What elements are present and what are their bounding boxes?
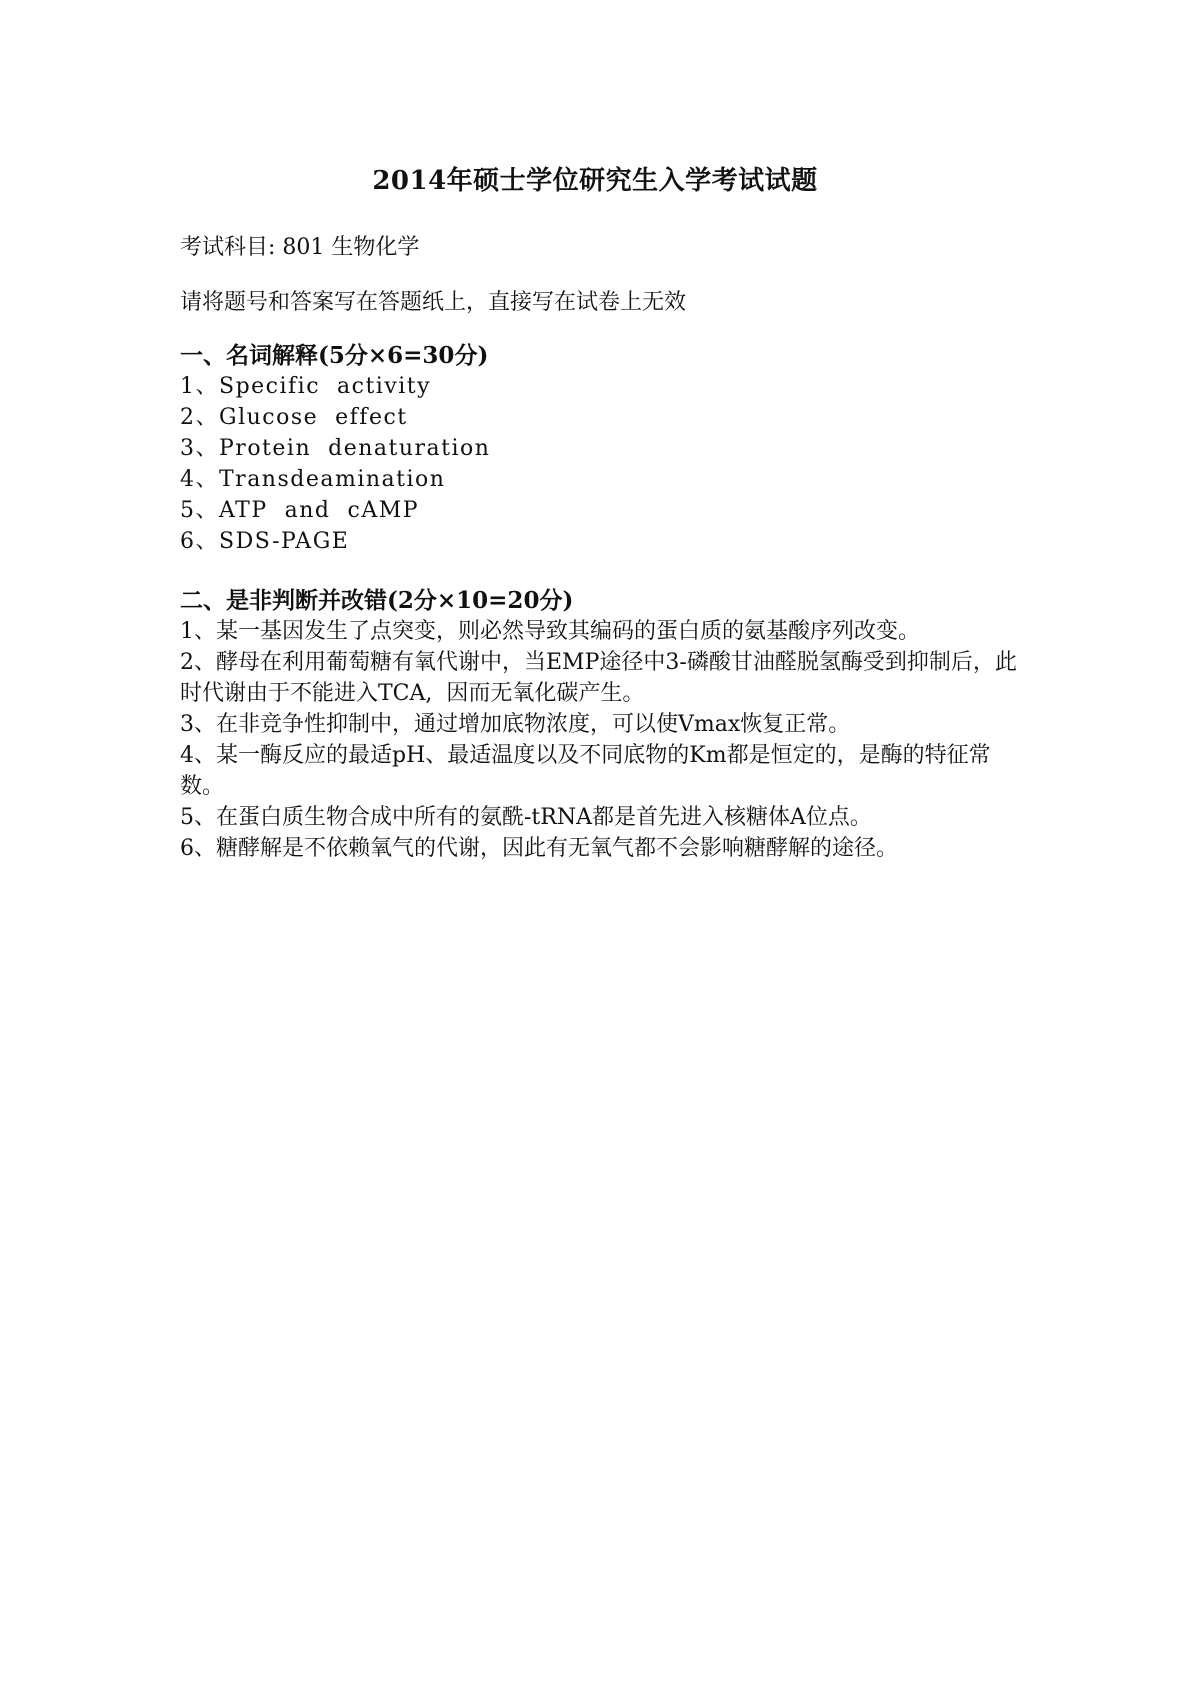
term-item: 3、Protein denaturation (180, 436, 491, 461)
term-item: 4、Transdeamination (180, 467, 446, 492)
term-item: 5、ATP and cAMP (180, 498, 420, 523)
exam-title: 2014年硕士学位研究生入学考试试题 (372, 166, 818, 196)
judgement-item: 4、某一酶反应的最适pH、最适温度以及不同底物的Km都是恒定的，是酶的特征常数。 (180, 743, 991, 799)
judgement-item: 2、酵母在利用葡萄糖有氧代谢中，当EMP途径中3-磷酸甘油醛脱氢酶受到抑制后，此时代谢由于不能进入TCA, 因而无氧化碳产生。 (180, 650, 1017, 706)
judgement-item: 3、在非竞争性抑制中，通过增加底物浓度，可以使Vmax恢复正常。 (180, 712, 851, 737)
exam-notice: 请将题号和答案写在答题纸上，直接写在试卷上无效 (180, 290, 687, 315)
section-gap (180, 557, 1030, 585)
term-item: 1、Specific activity (180, 374, 432, 399)
term-item: 2、Glucose effect (180, 405, 408, 430)
section-2-list (180, 616, 1030, 864)
judgement-item: 1、某一基因发生了点突变，则必然导致其编码的蛋白质的氨基酸序列改变。 (180, 619, 920, 644)
section-1-list (180, 371, 1030, 557)
judgement-item: 5、在蛋白质生物合成中所有的氨酰-tRNA都是首先进入核糖体A位点。 (180, 805, 872, 830)
exam-subject: 考试科目: 801 生物化学 (180, 235, 420, 260)
term-item: 6、SDS-PAGE (180, 529, 350, 554)
judgement-item: 6、糖酵解是不依赖氧气的代谢，因此有无氧气都不会影响糖酵解的途径。 (180, 836, 898, 861)
section-1-heading: 一、名词解释(5分×6=30分) (180, 342, 489, 369)
exam-content (180, 232, 1030, 864)
section-2-heading: 二、是非判断并改错(2分×10=20分) (180, 587, 574, 614)
